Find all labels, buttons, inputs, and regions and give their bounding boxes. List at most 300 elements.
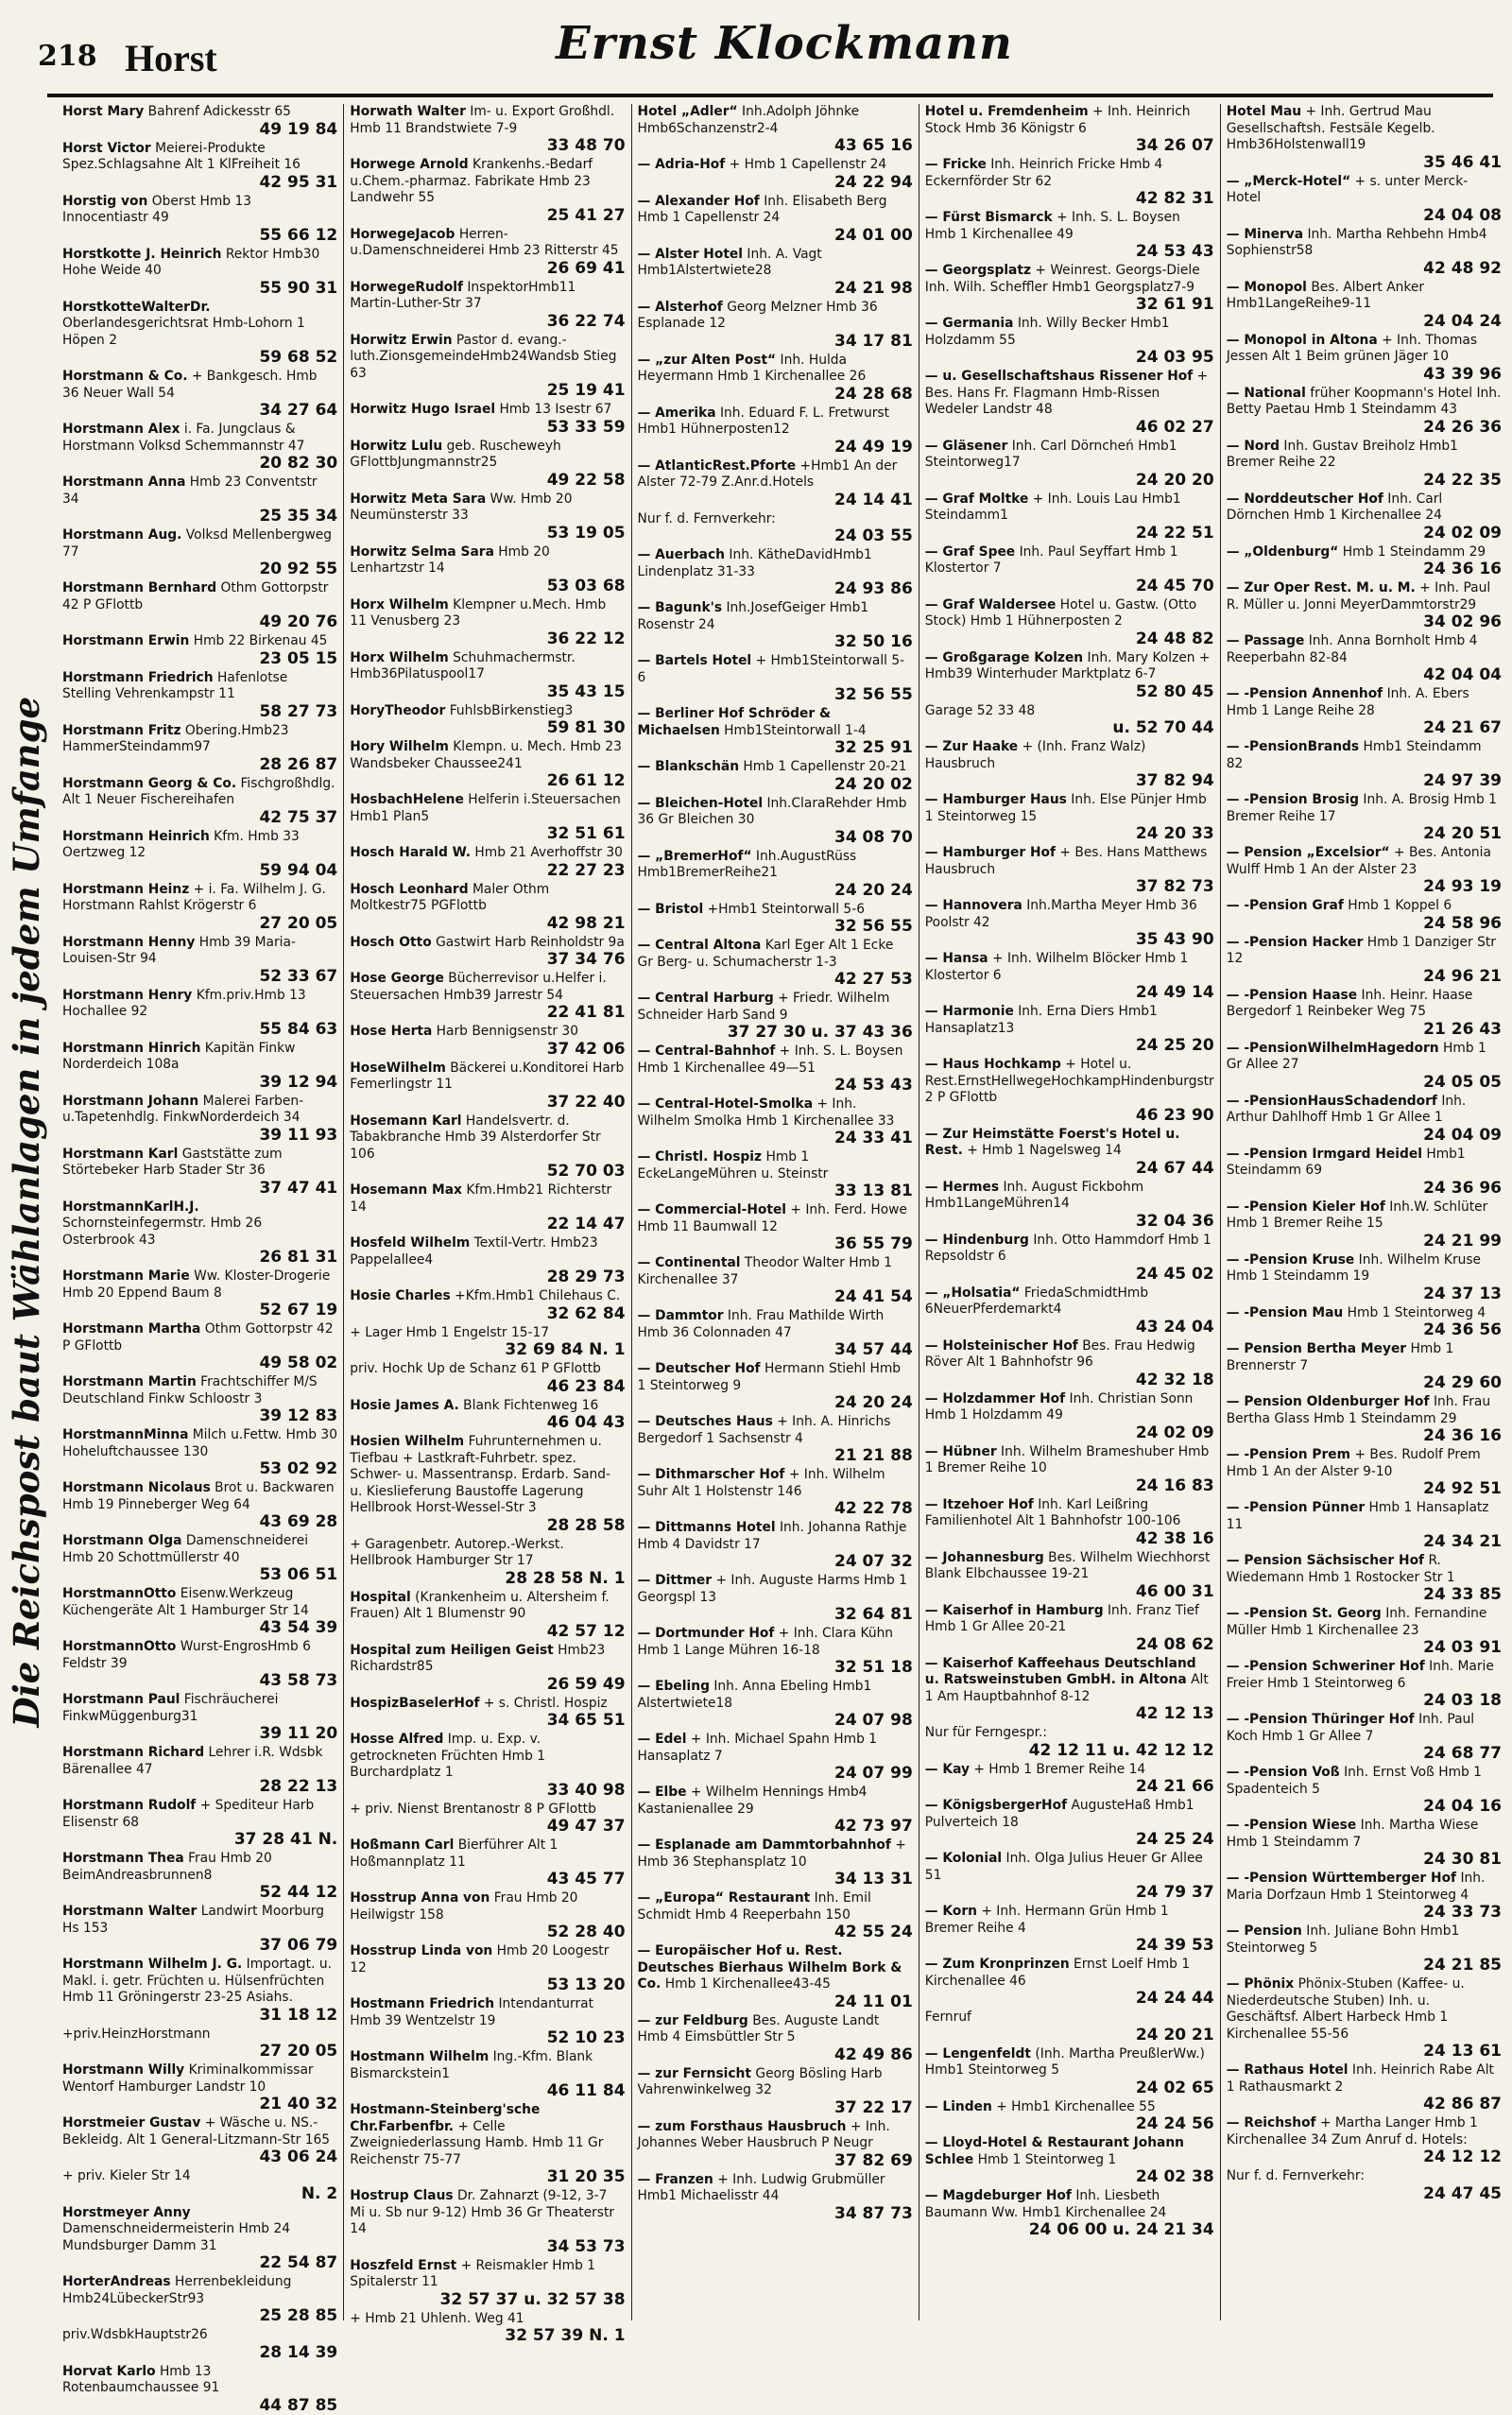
entry-name: — Gläsener [924,438,1008,454]
entry-name: HorstmannOtto [62,1586,177,1601]
entry-name: Hotel Mau [1226,104,1302,119]
directory-entry [925,1391,1214,1442]
entry-phone-number: 24 33 41 [833,1129,913,1147]
directory-entry [638,157,913,192]
entry-name: — -Pension Mau [1226,1304,1344,1320]
directory-column [343,104,630,2345]
entry-name: — Linden [924,2098,992,2114]
directory-entry [638,2066,913,2117]
directory-entry [638,1255,913,1306]
entry-name: Horstmann Henry [62,987,193,1003]
entry-name: Horstmann Fritz [62,722,181,738]
entry-detail: Inh. Heinr. Haase Bergedorf 1 Reinbeker Weg 75 [1226,987,1473,1019]
directory-entry [638,2119,913,2170]
directory-entry [350,1837,625,1889]
entry-detail: Inh. Hulda Heyermann Hmb 1 Kirchenallee 26 [637,352,867,384]
entry-detail: Eisenw.Werkzeug Küchengeräte Alt 1 Hamburger Str 14 [62,1586,309,1618]
entry-detail: Alt 1 Am Hauptbahnhof 8-12 [924,1672,1209,1704]
entry-detail: Hmb1 Steindamm 69 [1226,1146,1466,1178]
entry-detail: Inh. Heinrich Fricke Hmb 4 Eckernförder Str 62 [924,157,1163,189]
entry-name: — -PensionHausSchadendorf [1226,1093,1437,1109]
entry-name: HorstkotteWalterDr. [62,299,211,315]
entry-detail: Hmb 1 Steintorweg 1 [977,2151,1117,2167]
entry-detail: Inh. Emil Schmidt Hmb 4 Reeperbahn 150 [637,1890,871,1923]
entry-name: — Ebeling [637,1679,710,1694]
entry-detail: Inh. Carl Dörnchen Hmb 1 Kirchenallee 24 [1226,491,1443,523]
directory-entry [1227,1147,1502,1198]
entry-name: — -PensionWilhelmHagedorn [1226,1040,1439,1056]
entry-detail: Hmb 1 Hansaplatz 11 [1226,1500,1489,1532]
entry-detail: Inh.W. Schlüter Hmb 1 Bremer Reihe 15 [1226,1199,1488,1231]
entry-name: — Alster Hotel [637,246,744,262]
directory-entry [350,1235,625,1286]
entry-name: Horvat Karlo [62,2363,156,2379]
entry-name: Horstmann Nicolaus [62,1480,211,1495]
entry-phone-number: 24 20 20 [1135,470,1214,490]
directory-entry [638,796,913,847]
entry-detail: Hmb 1 Gr Allee 27 [1226,1040,1486,1072]
entry-name: — -Pension Irmgard Heidel [1226,1146,1422,1162]
entry-name: Hostmann Wilhelm [350,2049,490,2064]
entry-detail: Damenschneidermeisterin Hmb 24 Mundsburger Damm 31 [62,2221,291,2253]
directory-entry [62,670,337,721]
entry-detail: Schuhmachermstr. Hmb36Pilatuspool17 [350,649,576,681]
directory-column [57,104,343,2415]
entry-detail: + Friedr. Wilhelm Schneider Harb Sand 9 [637,991,890,1023]
entry-name: — Central-Bahnhof [637,1044,776,1059]
entry-phone-number: 24 20 02 [833,774,913,794]
directory-entry [62,1147,337,1198]
entry-phone-number: 43 45 77 [546,1870,626,1889]
entry-detail: R. Wiedemann Hmb 1 Rostocker Str 1 [1226,1553,1455,1585]
directory-entry [925,1851,1214,1902]
directory-entry [638,1890,913,1941]
entry-detail: + Hmb1Steintorwall 5-6 [637,653,905,685]
directory-entry [638,1096,913,1147]
entry-detail: + Inh. Heinrich Stock Hmb 36 Königstr 6 [924,104,1191,136]
directory-entry [1227,935,1502,986]
entry-phone-number: u. 52 70 44 [1112,718,1214,737]
entry-name: — -Pension Kruse [1226,1251,1355,1268]
entry-phone-number: 24 21 67 [1423,718,1502,737]
entry-detail: Oberlandesgerichtsrat Hmb-Lohorn 1 Höpen 2 [62,316,305,348]
entry-phone-number: 21 40 32 [259,2095,338,2113]
directory-entry [638,2172,913,2223]
entry-detail: Georg Bösling Harb Vahrenwinkelweg 32 [637,2065,883,2097]
entry-name: Hosemann Max [350,1182,462,1198]
entry-detail: Gaststätte zum Störtebeker Harb Stader Str 36 [62,1146,283,1178]
directory-entry [62,1957,337,2025]
directory-entry [350,1643,625,1694]
directory-entry [62,1199,337,1268]
entry-detail: Inh. Liesbeth Baumann Ww. Hmb1 Kirchenallee 24 [924,2188,1167,2220]
entry-phone-number: 32 51 61 [546,824,626,843]
entry-detail: Hmb 1 Steintorweg 4 [1347,1304,1486,1320]
entry-name: Horstmann Aug. [62,527,182,543]
entry-detail: + Hmb 21 Uhlenh. Weg 41 [350,2310,524,2326]
directory-entry [638,653,913,704]
entry-detail: Fischgroßhdlg. Alt 1 Neuer Fischereihafen [62,775,335,807]
directory-entry [1227,1447,1502,1498]
directory-entry [925,104,1214,155]
directory-entry [925,951,1214,1002]
directory-entry [925,1004,1214,1055]
entry-detail: Blank Fichtenweg 16 [463,1397,599,1413]
entry-name: Hospital [350,1589,411,1605]
directory-entry [350,492,625,543]
entry-name: Horstmann Johann [62,1093,199,1109]
entry-name: — -Pension Hacker [1226,934,1364,950]
entry-detail: Inh. Else Pünjer Hmb 1 Steintorweg 15 [924,792,1207,824]
entry-name: Hospital zum Heiligen Geist [350,1642,554,1658]
directory-entry [638,511,913,546]
entry-detail: Bes. Auguste Landt Hmb 4 Eimsbüttler Str 5 [637,2012,880,2044]
entry-phone-number: 49 58 02 [259,1354,338,1372]
directory-entry [1227,439,1502,490]
directory-entry [350,1590,625,1641]
entry-phone-number: 24 29 60 [1423,1373,1502,1392]
entry-phone-number: 24 22 51 [1135,523,1214,543]
entry-name: — Rathaus Hotel [1226,2062,1349,2078]
entry-name: — Kolonial [924,1851,1003,1866]
entry-name: Hosch Otto [350,934,432,950]
entry-name: Hosemann Karl [350,1113,462,1129]
entry-name: HorterAndreas [62,2274,171,2289]
entry-name: Horstmann Hinrich [62,1040,201,1056]
entry-name: Horstmann Willy [62,2062,185,2078]
directory-entry [1227,280,1502,331]
entry-phone-number: 35 43 15 [546,681,626,701]
entry-phone-number: 52 28 40 [546,1923,626,1941]
entry-phone-number: 32 69 84 N. 1 [505,1340,626,1359]
entry-name: — Pension Oldenburger Hof [1226,1394,1430,1409]
entry-detail: Inh. Christian Sonn Hmb 1 Holzdamm 49 [924,1390,1194,1423]
entry-name: — National [1226,385,1306,401]
entry-detail: InspektorHmb11 Martin-Luther-Str 37 [350,279,576,311]
directory-entry [62,1904,337,1955]
entry-phone-number: 24 21 85 [1423,1956,1502,1975]
entry-phone-number: 24 20 24 [833,880,913,900]
entry-phone-number: 24 13 61 [1423,2042,1502,2061]
entry-name: HoryTheodor [350,702,446,718]
directory-entry [1227,1341,1502,1392]
entry-name: Horst Mary [62,104,145,119]
entry-phone-number: 24 37 13 [1423,1284,1502,1303]
entry-name: — -Pension Wiese [1226,1818,1357,1833]
entry-phone-number: 25 41 27 [546,205,626,225]
entry-detail: Inh. Gustav Breiholz Hmb1 Bremer Reihe 22 [1226,438,1458,470]
entry-phone-number: 24 16 83 [1135,1475,1214,1495]
entry-name: — Central-Hotel-Smolka [637,1096,814,1112]
directory-entry [62,1639,337,1690]
directory-entry [925,898,1214,949]
entry-detail: + Hmb1 Kirchenallee 55 [996,2098,1156,2114]
entry-phone-number: 32 04 36 [1135,1211,1214,1231]
entry-phone-number: 42 98 21 [546,913,626,933]
entry-detail: FriedaSchmidtHmb 6NeuerPferdemarkt4 [924,1285,1149,1317]
entry-detail: + Inh. Paul R. Müller u. Jonni MeyerDammtorstr29 [1226,580,1491,612]
advertiser-logo: Ernst Klockmann [556,17,1013,70]
entry-phone-number: 37 06 79 [259,1936,338,1955]
directory-entry [1227,174,1502,225]
entry-phone-number: 24 08 62 [1135,1634,1214,1654]
entry-phone-number: 35 43 90 [1135,930,1214,949]
entry-phone-number: 34 08 70 [833,827,913,847]
entry-name: Horstmann Marie [62,1268,190,1284]
entry-name: — Pension Sächsischer Hof [1226,1553,1425,1568]
directory-entry [638,300,913,351]
directory-entry [62,369,337,420]
directory-entry [638,1414,913,1465]
directory-entry [1227,492,1502,543]
entry-detail: Brot u. Backwaren Hmb 19 Pinneberger Weg 64 [62,1480,335,1512]
entry-name: — Pension Bertha Meyer [1226,1341,1407,1356]
entry-detail: Ing.-Kfm. Blank Bismarckstein1 [350,2049,593,2081]
directory-entry [638,706,913,757]
entry-name: — Hübner [924,1443,997,1459]
entry-phone-number: 24 22 35 [1423,470,1502,490]
entry-detail: i. Fa. Jungclaus & Horstmann Volksd Schemmannstr 47 [62,422,305,454]
entry-phone-number: 52 33 67 [259,966,338,986]
directory-entry [638,1785,913,1836]
entry-detail: Hotel u. Gastw. (Otto Stock) Hmb 1 Hühnerposten 2 [924,596,1197,629]
entry-phone-number: 24 12 12 [1423,2148,1502,2166]
entry-name: — Zur Oper Rest. M. u. M. [1226,580,1416,595]
entry-phone-number: 24 47 45 [1423,2183,1502,2203]
directory-entry [1227,2062,1502,2113]
entry-name: — Esplanade am Dammtorbahnhof [637,1837,891,1853]
directory-entry [925,1798,1214,1849]
entry-phone-number: 24 28 68 [833,384,913,404]
entry-phone-number: 37 82 94 [1135,771,1214,790]
directory-entry [925,1957,1214,2008]
directory-entry [1227,633,1502,684]
entry-phone-number: 35 46 41 [1423,152,1502,172]
entry-phone-number: 42 12 11 u. 42 12 12 [1028,1740,1214,1760]
entry-name: — Auerbach [637,547,725,562]
directory-entry [638,1149,913,1200]
directory-entry [62,988,337,1039]
entry-detail: Inh.JosefGeiger Hmb1 Rosenstr 24 [637,600,869,632]
entry-detail: + s. Christl. Hospiz [483,1695,608,1711]
entry-phone-number: 24 79 37 [1135,1883,1214,1902]
directory-entry [62,1041,337,1092]
entry-phone-number: 23 05 15 [259,648,338,668]
entry-name: Horstkotte J. Heinrich [62,246,222,262]
directory-entry [638,1308,913,1359]
entry-name: — Lengenfeldt [924,2045,1031,2061]
entry-name: Horstmann Martha [62,1321,201,1337]
entry-phone-number: 53 03 68 [546,576,626,595]
entry-phone-number: 53 06 51 [259,1565,338,1584]
directory-entry [350,1024,625,1059]
entry-detail: Nur für Ferngespr.: [924,1725,1048,1740]
directory-entry [350,1061,625,1112]
entry-name: Horstmann Georg & Co. [62,775,237,791]
entry-name: Horwege Arnold [350,157,469,172]
entry-name: — -Pension Thüringer Hof [1226,1712,1415,1727]
directory-entry [350,227,625,278]
entry-phone-number: 24 24 44 [1135,1989,1214,2008]
directory-entry [1227,2168,1502,2203]
entry-detail: Hmb 21 Averhoffstr 30 [474,845,623,860]
entry-detail: Hmb 1 Steindamm 29 [1342,543,1486,560]
entry-phone-number: 32 61 91 [1135,295,1214,314]
entry-detail: Bes. Wilhelm Wiechhorst Blank Elbchaussee 19-21 [924,1549,1211,1581]
entry-phone-number: 24 41 54 [833,1287,913,1306]
entry-phone-number: 31 20 35 [546,2167,626,2186]
directory-entry [350,157,625,225]
directory-entry [638,1837,913,1889]
entry-detail: Hmb1 Steindamm 82 [1226,739,1482,771]
directory-entry [638,247,913,298]
entry-phone-number: 52 10 23 [546,2028,626,2047]
entry-name: — Franzen [637,2171,713,2187]
directory-entry [350,544,625,595]
entry-name: HorwegeJacob [350,226,455,242]
entry-phone-number: 28 28 58 [546,1515,626,1535]
entry-detail: Inh. Johanna Rathje Hmb 4 Davidstr 17 [637,1520,907,1552]
entry-name: — Bristol [637,901,704,917]
entry-detail: Fernruf [924,2010,971,2025]
entry-detail: + priv. Kieler Str 14 [62,2168,191,2183]
directory-entry [1227,227,1502,278]
entry-phone-number: 43 58 73 [259,1671,338,1690]
entry-detail: Inh. Otto Hammdorf Hmb 1 Repsoldstr 6 [924,1232,1211,1264]
directory-entry [350,2258,625,2309]
directory-entry [638,902,913,937]
entry-name: — Hamburger Haus [924,792,1067,807]
entry-name: Hosch Leonhard [350,881,469,897]
entry-phone-number: 24 96 21 [1423,966,1502,986]
entry-phone-number: 24 45 02 [1135,1264,1214,1284]
entry-detail: Frau Hmb 20 BeimAndreasbrunnen8 [62,1851,272,1883]
entry-detail: Ww. Kloster-Drogerie Hmb 20 Eppend Baum 8 [62,1268,331,1301]
directory-entry [350,845,625,880]
entry-phone-number: 24 33 73 [1423,1903,1502,1922]
entry-phone-number: 24 20 21 [1135,2025,1214,2044]
entry-detail: Fischräucherei FinkwMüggenburg31 [62,1692,279,1724]
entry-detail: Ernst Loelf Hmb 1 Kirchenallee 46 [924,1957,1191,1989]
entry-detail: Nur f. d. Fernverkehr: [1226,2168,1365,2183]
entry-phone-number: 21 21 88 [833,1446,913,1465]
entry-detail: + Inh. S. L. Boysen Hmb 1 Kirchenallee 49—51 [637,1044,903,1076]
entry-name: Hoßmann Carl [350,1837,455,1853]
entry-phone-number: 24 93 19 [1423,877,1502,896]
entry-name: — Großgarage Kolzen [924,649,1084,665]
entry-detail: priv. Hochk Up de Schanz 61 P GFlottb [350,1361,601,1376]
entry-detail: + (Inh. Franz Walz) Hausbruch [924,739,1146,771]
entry-detail: Hmb 1 Capellenstr 20-21 [743,759,907,774]
entry-name: Horx Wilhelm [350,649,449,665]
entry-detail: Othm Gottorpstr 42 P GFlottb [62,1321,334,1354]
entry-detail: Meierei-Produkte Spez.Schlagsahne Alt 1 KlFreiheit 16 [62,140,301,172]
entry-detail: Inh. A. Ebers Hmb 1 Lange Reihe 28 [1226,686,1469,718]
directory-entry [62,1533,337,1584]
directory-entry [350,1113,625,1182]
directory-entry [350,1696,625,1731]
directory-entry [350,1325,625,1360]
directory-entry [925,1550,1214,1601]
entry-name: — „zur Alten Post“ [637,352,777,368]
entry-name: Hostrup Claus [350,2188,454,2203]
entry-phone-number: 24 39 53 [1135,1936,1214,1955]
entry-phone-number: 42 75 37 [259,807,338,827]
entry-phone-number: 43 24 04 [1135,1317,1214,1337]
entry-phone-number: 24 20 24 [833,1393,913,1412]
entry-name: — Zur Heimstätte Foerst's Hotel u. Rest. [924,1126,1180,1158]
entry-phone-number: 28 22 13 [259,1777,338,1796]
directory-entry [925,650,1214,701]
entry-name: Horwitz Erwin [350,332,453,348]
entry-phone-number: 49 47 37 [546,1817,626,1836]
entry-phone-number: 37 34 76 [546,950,626,969]
directory-entry [925,316,1214,367]
entry-detail: Landwirt Moorburg Hs 153 [62,1904,325,1936]
directory-entry [925,2099,1214,2134]
entry-detail: (Krankenheim u. Altersheim f. Frauen) Alt 1 Blumenstr 90 [350,1589,610,1621]
entry-detail: Bäckerei u.Konditorei Harb Femerlingstr 11 [350,1060,625,1092]
directory-entry [1227,544,1502,579]
entry-phone-number: 34 53 73 [546,2236,626,2256]
entry-detail: Obering.Hmb23 HammerSteindamm97 [62,722,289,754]
entry-phone-number: 33 13 81 [833,1182,913,1200]
entry-phone-number: 34 02 96 [1423,612,1502,631]
entry-name: Horstmann Paul [62,1692,180,1707]
directory-entry [925,845,1214,896]
directory-entry [62,1586,337,1637]
entry-name: — Dittmanns Hotel [637,1520,776,1535]
directory-entry [350,280,625,331]
entry-phone-number: 42 38 16 [1135,1528,1214,1548]
entry-phone-number: 28 14 39 [259,2342,338,2362]
name-range-heading: Horst [125,37,217,79]
directory-entry [925,1603,1214,1654]
entry-name: — Continental [637,1255,741,1270]
entry-name: — zur Fernsicht [637,2065,751,2081]
directory-entry [638,759,913,794]
entry-detail: Inh. Erna Diers Hmb1 Hansaplatz13 [924,1004,1158,1036]
directory-entry [62,2062,337,2113]
entry-detail: AugusteHaß Hmb1 Pulverteich 18 [924,1798,1194,1830]
directory-entry [925,1127,1214,1178]
entry-detail: Inh. A. Vagt Hmb1Alstertwiete28 [637,246,822,278]
entry-name: — Norddeutscher Hof [1226,491,1383,507]
entry-detail: Im- u. Export Großhdl. Hmb 11 Brandstwiete 7-9 [350,104,615,136]
entry-detail: geb. Ruscheweyh GFlottbJungmannstr25 [350,438,561,470]
entry-detail: Inh. Elisabeth Berg Hmb 1 Capellenstr 24 [637,193,887,225]
directory-entry [638,353,913,404]
entry-phone-number: 39 12 83 [259,1406,338,1425]
entry-detail: + Inh. Michael Spahn Hmb 1 Hansaplatz 7 [637,1732,878,1764]
entry-detail: + Inh. Louis Lau Hmb1 Steindamm1 [924,491,1181,523]
entry-name: — Bartels Hotel [637,653,752,668]
entry-name: — Blankschän [637,759,740,774]
entry-name: — Holsteinischer Hof [924,1337,1078,1354]
entry-phone-number: 24 04 16 [1423,1797,1502,1816]
entry-phone-number: 53 13 20 [546,1975,626,1994]
page-number: 218 [38,40,97,73]
entry-phone-number: 33 40 98 [546,1780,626,1800]
entry-detail: Hmb 13 Rotenbaumchaussee 91 [62,2363,220,2395]
entry-phone-number: 32 62 84 [546,1303,626,1323]
entry-phone-number: 43 06 24 [259,2148,338,2166]
entry-name: — Kaiserhof Kaffeehaus Deutschland u. Ratsweinstuben GmbH. in Altona [924,1655,1196,1687]
entry-detail: + Hmb 1 Bremer Reihe 14 [973,1761,1146,1777]
entry-detail: + Inh. A. Hinrichs Bergedorf 1 Sachsenstr 4 [637,1414,891,1446]
entry-phone-number: 26 81 31 [259,1248,338,1267]
entry-phone-number: 22 27 23 [546,860,626,880]
